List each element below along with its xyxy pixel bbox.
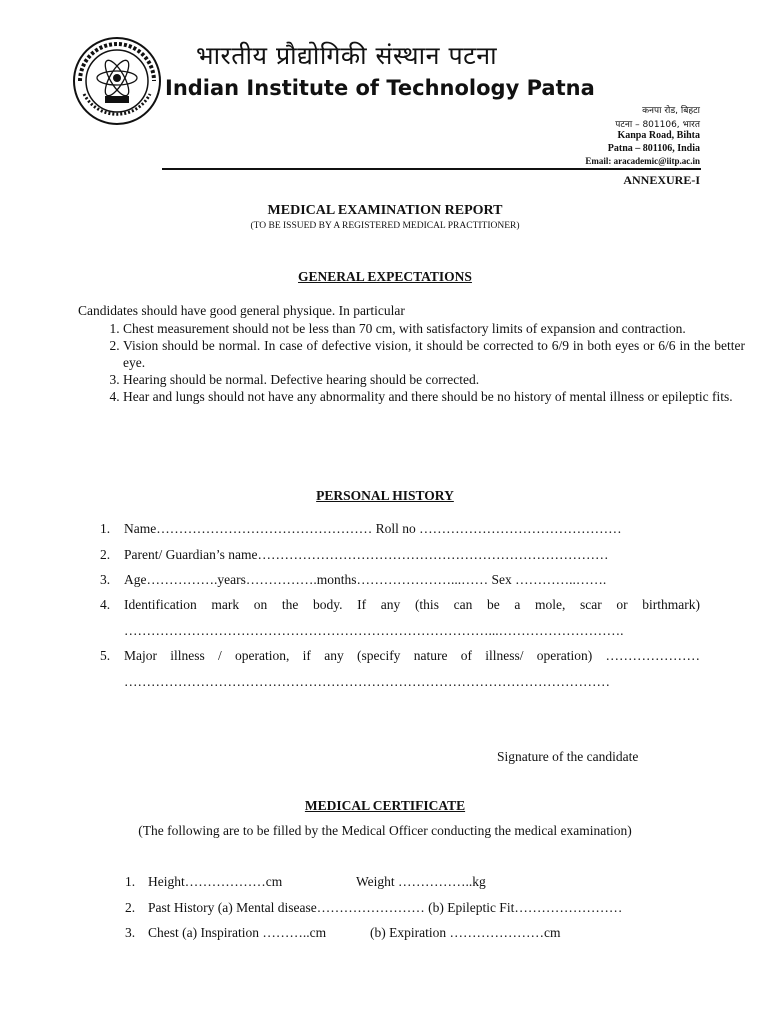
list-item: 4. Hear and lungs should not have any abnormality and there should be no history of mental illness or epileptic fits.	[123, 388, 745, 405]
item-number: 2.	[125, 900, 136, 915]
institute-title-english: Indian Institute of Technology Patna	[165, 76, 595, 100]
header-divider	[162, 168, 701, 170]
height-field: Height………………cm	[148, 874, 283, 889]
identification-mark-field: ………………………………………………………………………...……………………….	[124, 623, 624, 638]
age-sex-field: Age…………….years…………….months…………………...…… Sex …………..…….	[124, 572, 607, 587]
iitp-seal-logo	[72, 36, 162, 126]
report-title: MEDICAL EXAMINATION REPORT	[267, 203, 503, 218]
general-expectations-intro: Candidates should have good general physique. In particular	[78, 303, 405, 318]
weight-field: Weight ……………..kg	[356, 874, 486, 889]
item-number: 1.	[100, 521, 111, 536]
name-roll-field: Name………………………………………… Roll no ………………………………………	[124, 521, 622, 536]
major-illness-label: Major illness / operation, if any (specify nature of illness/ operation) …………………	[124, 648, 700, 663]
past-history-field: Past History (a) Mental disease…………………… (b) Epileptic Fit……………………	[148, 900, 623, 915]
item-number: 4.	[100, 597, 111, 612]
item-number: 5.	[100, 648, 111, 663]
item-number: 2.	[100, 547, 111, 562]
annexure-label: ANNEXURE-I	[623, 173, 700, 187]
guardian-name-field: Parent/ Guardian’s name……………………………………………………………………	[124, 547, 609, 562]
address-line1: Kanpa Road, Bihta	[617, 130, 700, 141]
item-number: 1.	[125, 874, 136, 889]
personal-history-heading: PERSONAL HISTORY	[316, 488, 454, 503]
email-address: Email: aracademic@iitp.ac.in	[585, 156, 700, 166]
address-line2: Patna – 801106, India	[607, 143, 700, 154]
identification-mark-label: Identification mark on the body. If any (this can be a mole, scar or birthmark)	[124, 597, 700, 612]
chest-inspiration-field: Chest (a) Inspiration ………..cm	[148, 925, 327, 940]
institute-title-hindi: भारतीय प्रौद्योगिकी संस्थान पटना	[196, 41, 498, 70]
item-number: 3.	[100, 572, 111, 587]
general-expectations-heading: GENERAL EXPECTATIONS	[298, 269, 472, 284]
major-illness-field: ………………………………………………………………………………………………	[124, 674, 610, 689]
list-item: 2. Vision should be normal. In case of defective vision, it should be corrected to 6/9 in both eyes or 6/6 in the better eye.	[123, 337, 745, 371]
list-item: 3. Hearing should be normal. Defective hearing should be corrected.	[123, 371, 745, 388]
chest-expiration-field: (b) Expiration …………………cm	[370, 925, 561, 940]
expectations-list	[78, 320, 745, 405]
list-item: 1. Chest measurement should not be less than 70 cm, with satisfactory limits of expansion and contraction.	[123, 320, 745, 337]
item-number: 3.	[125, 925, 136, 940]
address-hindi-line2: पटना – 801106, भारत	[615, 120, 700, 130]
medical-certificate-heading: MEDICAL CERTIFICATE	[304, 798, 466, 813]
medical-certificate-note: (The following are to be filled by the Medical Officer conducting the medical examination)	[138, 823, 632, 838]
address-hindi-line1: कनपा रोड, बिहटा	[642, 106, 700, 116]
candidate-signature-label: Signature of the candidate	[497, 749, 639, 764]
report-subtitle: (TO BE ISSUED BY A REGISTERED MEDICAL PRACTITIONER)	[250, 221, 520, 231]
